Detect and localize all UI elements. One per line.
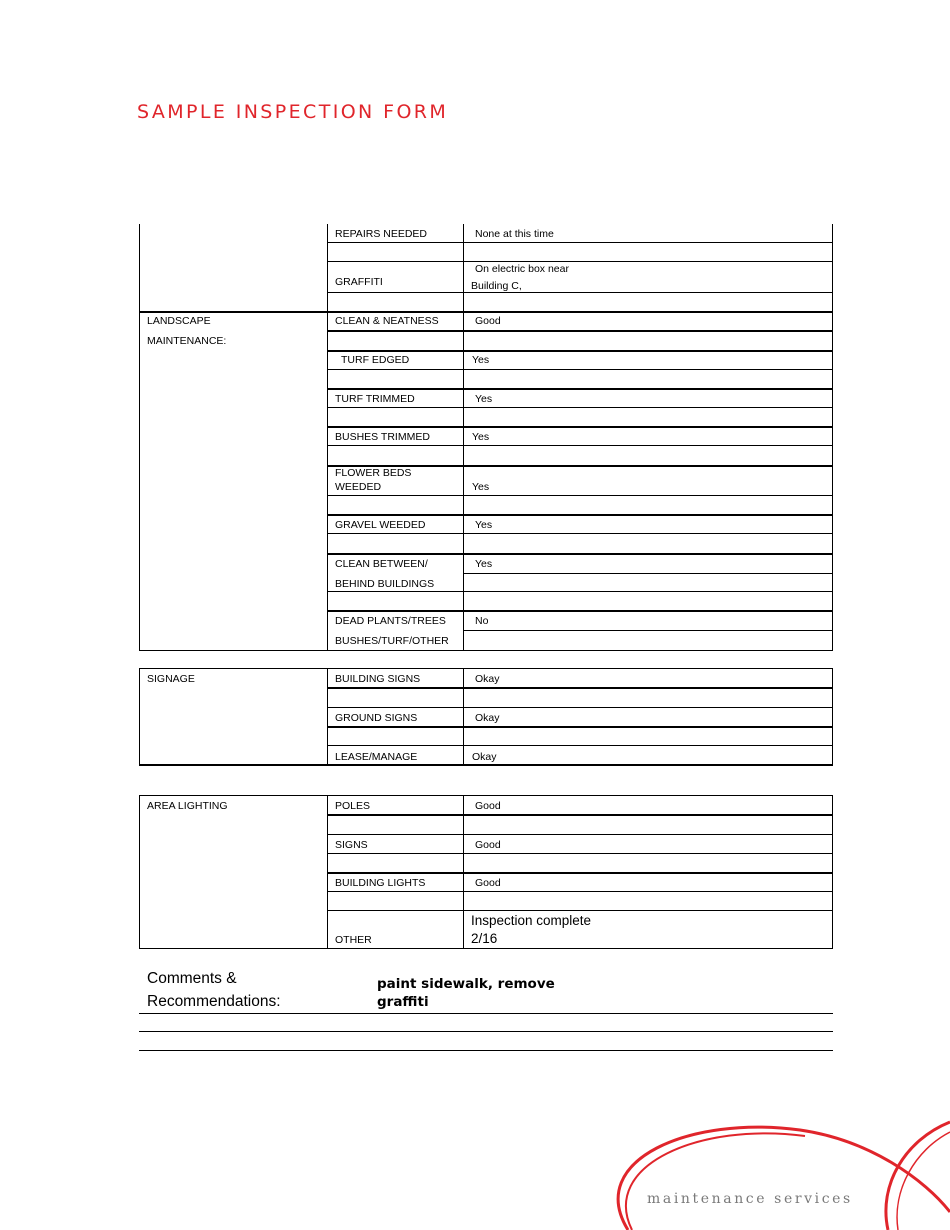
section-label: AREA LIGHTING bbox=[147, 800, 228, 812]
item-value: Yes bbox=[475, 519, 493, 531]
item-value: Good bbox=[475, 315, 501, 327]
item-value: Inspection complete bbox=[471, 913, 592, 928]
footer-brand-text: maintenance services bbox=[647, 1191, 853, 1207]
item-label: GROUND SIGNS bbox=[335, 712, 418, 724]
item-value: Yes bbox=[472, 354, 490, 366]
item-label: CLEAN BETWEEN/ bbox=[335, 558, 428, 570]
comments-label-line2: Recommendations: bbox=[147, 993, 281, 1010]
item-label: GRAVEL WEEDED bbox=[335, 519, 426, 531]
item-value: Good bbox=[475, 800, 501, 812]
item-label: REPAIRS NEEDED bbox=[335, 228, 427, 240]
item-value: Good bbox=[475, 839, 501, 851]
item-label: BEHIND BUILDINGS bbox=[335, 578, 435, 590]
item-label: BUSHES TRIMMED bbox=[335, 431, 430, 443]
item-value: Okay bbox=[472, 751, 497, 763]
item-value: On electric box near bbox=[475, 263, 569, 275]
item-value: Yes bbox=[472, 431, 490, 443]
comments-value: paint sidewalk, remove graffiti bbox=[377, 976, 555, 1010]
item-value: Okay bbox=[475, 712, 500, 724]
item-label: TURF EDGED bbox=[341, 354, 410, 366]
item-value: Yes bbox=[472, 481, 490, 493]
item-label: BUSHES/TURF/OTHER bbox=[335, 635, 449, 647]
item-value: Good bbox=[475, 877, 501, 889]
item-value: 2/16 bbox=[471, 931, 498, 946]
item-label: TURF TRIMMED bbox=[335, 393, 415, 405]
section-label: SIGNAGE bbox=[147, 673, 195, 685]
item-label: DEAD PLANTS/TREES bbox=[335, 615, 446, 627]
item-label: BUILDING SIGNS bbox=[335, 673, 421, 685]
item-value: Building C, bbox=[471, 280, 522, 292]
item-label: GRAFFITI bbox=[335, 276, 383, 288]
section-label: MAINTENANCE: bbox=[147, 335, 227, 347]
comments-label-line1: Comments & bbox=[147, 970, 237, 987]
item-value: Yes bbox=[475, 558, 493, 570]
item-value: Okay bbox=[475, 673, 500, 685]
item-value: No bbox=[475, 615, 489, 627]
item-value: Yes bbox=[475, 393, 493, 405]
item-label: CLEAN & NEATNESS bbox=[335, 315, 439, 327]
section-label: LANDSCAPE bbox=[147, 315, 211, 327]
item-value: None at this time bbox=[475, 228, 554, 240]
item-label: LEASE/MANAGE bbox=[335, 751, 418, 763]
item-label: WEEDED bbox=[335, 481, 382, 493]
item-label: BUILDING LIGHTS bbox=[335, 877, 426, 889]
item-label: OTHER bbox=[335, 934, 372, 946]
item-label: FLOWER BEDS bbox=[335, 467, 412, 479]
item-label: POLES bbox=[335, 800, 371, 812]
item-label: SIGNS bbox=[335, 839, 368, 851]
form-title: SAMPLE INSPECTION FORM bbox=[137, 101, 449, 123]
